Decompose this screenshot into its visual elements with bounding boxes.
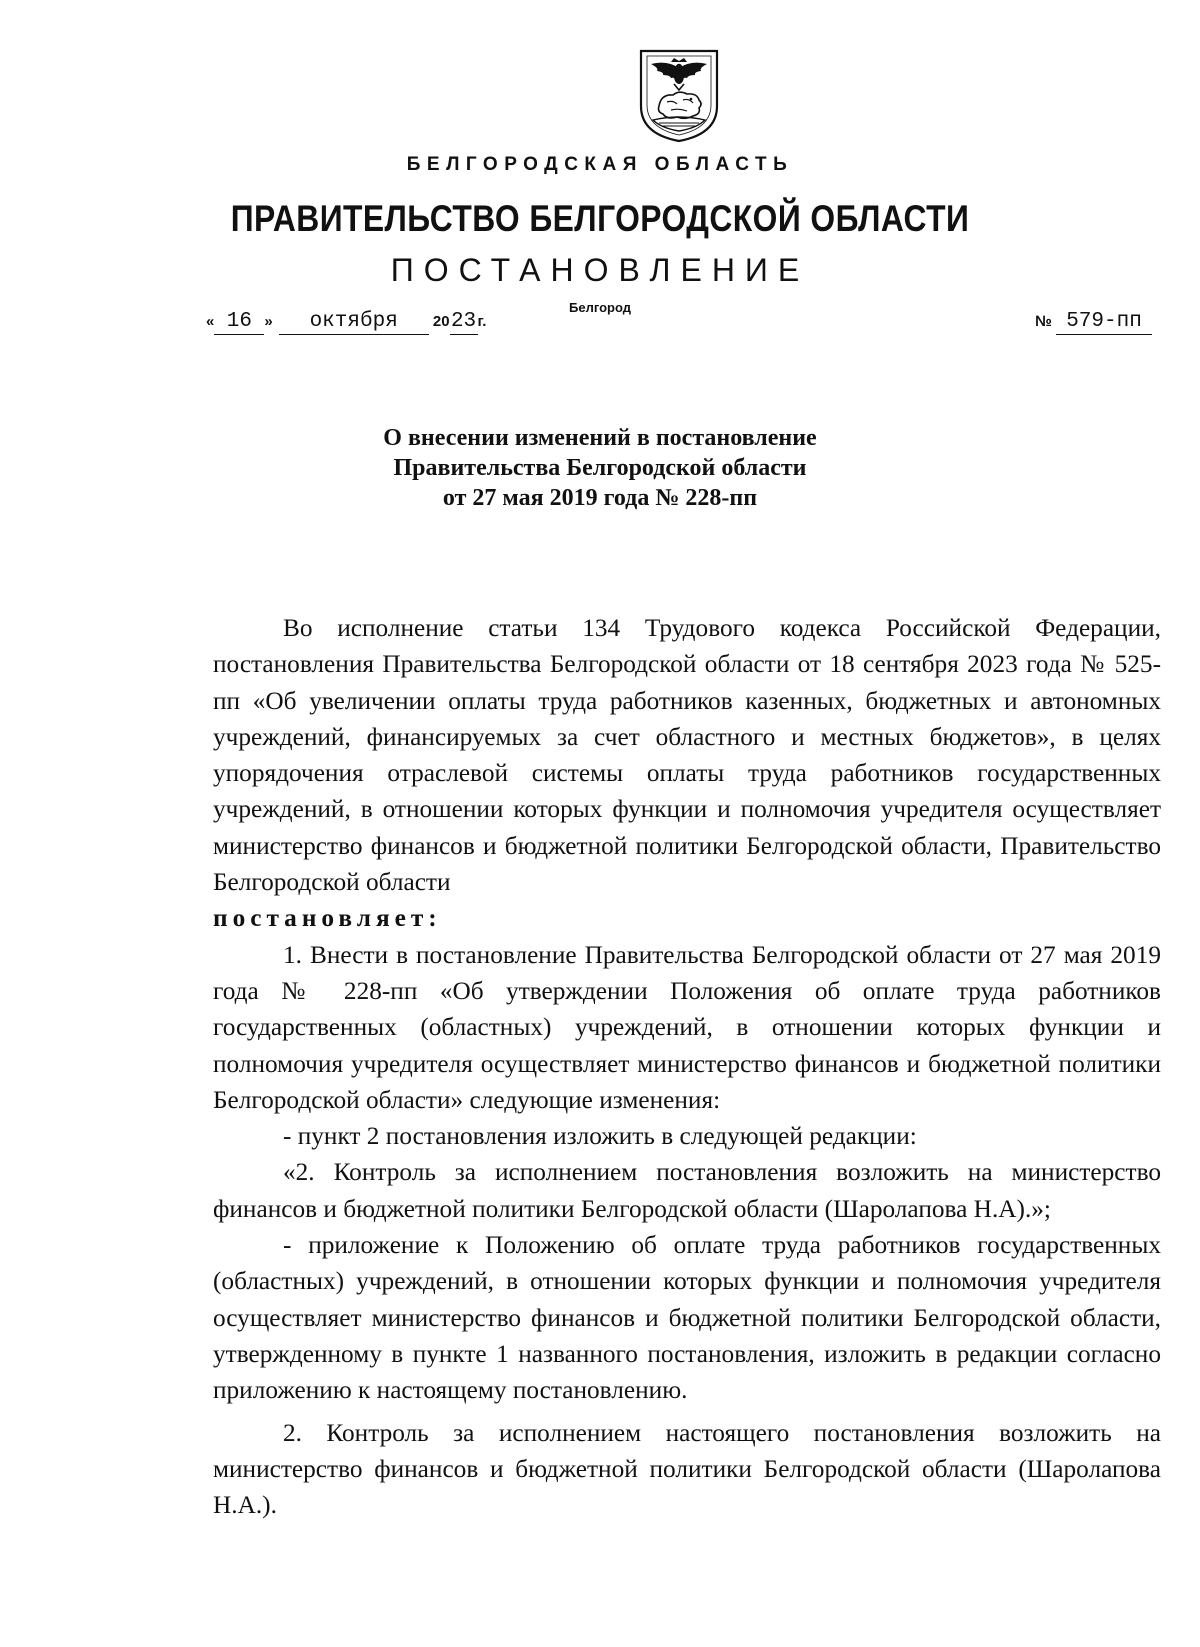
date-close-quote: » — [264, 313, 273, 330]
item-1-paragraph: 1. Внести в постановление Правительства Белгородской области от 27 мая 2019 года № 228-пп «Об утверждении Положения об оплате труда работников государственных (областных) учреждений, в отношении которых функции и полномочия учредителя осуществляет министерство финансов и бюджетной политики Белгородской области» следующие изменения: — [213, 940, 1161, 1114]
city-label: Белгород — [569, 300, 631, 315]
decree-line — [213, 900, 1161, 936]
region-heading: БЕЛГОРОДСКАЯ ОБЛАСТЬ — [406, 154, 794, 175]
item-1-sub-2: - приложение к Положению об оплате труда работников государственных (областных) учреждений, в отношении которых функции и полномочия учредителя осуществляет министерство финансов и бюджетной политики Белгородской области, утвержденному в пункте 1 названного постановления, изложить в редакции согласно приложению к настоящему постановлению. — [213, 1231, 1161, 1405]
document-body — [213, 610, 1161, 1523]
date-year-prefix: 20 — [432, 313, 450, 330]
preamble-paragraph: Во исполнение статьи 134 Трудового кодекса Российской Федерации, постановления Правительства Белгородской области от 18 сентября 2023 года № 525-пп «Об увеличении оплаты труда работников казенных, бюджетных и автономных учреждений, финансируемых за счет областного и местных бюджетов», в целях упорядочения отраслевой системы оплаты труда работников государственных учреждений, в отношении которых функции и полномочия учредителя осуществляет министерство финансов и бюджетной политики Белгородской области, Правительство Белгородской области — [213, 614, 1161, 897]
title-line: от 27 мая 2019 года № 228-пп — [442, 485, 758, 511]
date-year-suffix: 23 — [450, 310, 477, 333]
decree-word: постановляет — [213, 904, 429, 933]
number-value: 579-пп — [1056, 310, 1152, 335]
date-day: 16 — [214, 310, 264, 335]
coat-of-arms-emblem — [637, 48, 721, 144]
item-2-paragraph: 2. Контроль за исполнением настоящего постановления возложить на министерство финансов и бюджетной политики Белгородской области (Шаролапова Н.А.). — [213, 1418, 1161, 1520]
document-date — [206, 310, 486, 335]
item-1-sub-1-text: «2. Контроль за исполнением постановления возложить на министерство финансов и бюджетной политики Белгородской области (Шаролапова Н.А).»; — [213, 1158, 1161, 1223]
document-type-heading: ПОСТАНОВЛЕНИЕ — [390, 252, 810, 288]
item-1-sub-1: - пункт 2 постановления изложить в следующей редакции: — [283, 1122, 917, 1151]
decree-colon: : — [428, 904, 437, 933]
title-line: Правительства Белгородской области — [393, 455, 807, 481]
coat-of-arms-icon — [637, 48, 721, 144]
number-prefix: № — [1035, 313, 1052, 330]
document-number — [1035, 310, 1152, 335]
title-line: О внесении изменений в постановление — [383, 425, 817, 451]
date-open-quote: « — [206, 313, 215, 330]
document-title — [0, 423, 1200, 513]
date-month: октября — [279, 310, 429, 335]
date-year-mark: г. — [477, 313, 487, 330]
government-heading: ПРАВИТЕЛЬСТВО БЕЛГОРОДСКОЙ ОБЛАСТИ — [230, 198, 970, 239]
